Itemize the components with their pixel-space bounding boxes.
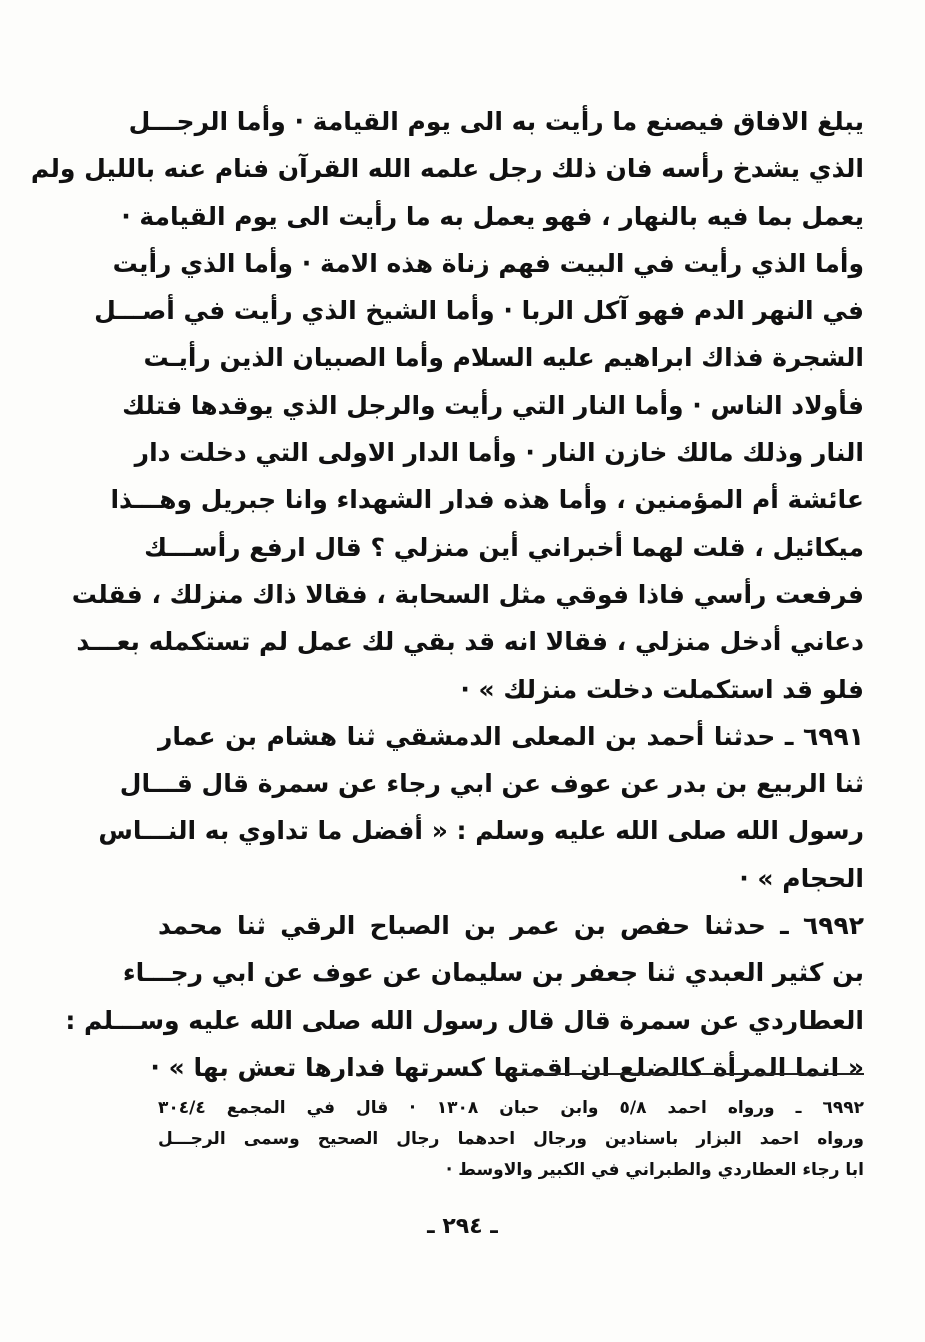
text-line: الحجام » · bbox=[739, 863, 864, 893]
hadith-6992-heading: ٦٩٩٢ ـ حدثنا حفص بن عمر بن الصباح الرقي ثنا محمد bbox=[158, 911, 864, 941]
footnote bbox=[158, 1093, 864, 1186]
footnote-line: ورواه احمد البزار باسنادين ورجال احدهما رجال الصحيح وسمى الرجـــل bbox=[158, 1129, 864, 1149]
text-line: فأولاد الناس · وأما النار التي رأيت والرجل الذي يوقدها فتلك bbox=[122, 390, 864, 420]
text-line: في النهر الدم فهو آكل الربا · وأما الشيخ الذي رأيت في أصـــل bbox=[94, 296, 864, 326]
text-line: « انما المرأة كالضلع ان اقمتها كسرتها فدارها تعش بها » · bbox=[150, 1052, 864, 1082]
footnote-line: ابا رجاء العطاردي والطبراني في الكبير والاوسط · bbox=[445, 1160, 864, 1180]
text-line: ثنا الربيع بن بدر عن عوف عن ابي رجاء عن سمرة قال قـــال bbox=[119, 769, 864, 799]
text-line: ميكائيل ، قلت لهما أخبراني أين منزلي ؟ قال ارفع رأســـك bbox=[144, 532, 864, 562]
footnote-line: ٦٩٩٢ ـ ورواه احمد ٥/٨ وابن حبان ١٣٠٨ · قال في المجمع ٣٠٤/٤ bbox=[158, 1098, 864, 1118]
text-line: بن كثير العبدي ثنا جعفر بن سليمان عن عوف عن ابي رجـــاء bbox=[122, 958, 864, 988]
page-number: ـ ٢٩٤ ـ bbox=[427, 1214, 498, 1239]
text-line: الشجرة فذاك ابراهيم عليه السلام وأما الصبيان الذين رأيـت bbox=[143, 343, 864, 373]
footnote-divider bbox=[512, 1073, 864, 1075]
text-line: عائشة أم المؤمنين ، وأما هذه فدار الشهداء وانا جبريل وهـــذا bbox=[110, 485, 864, 515]
text-line: رسول الله صلى الله عليه وسلم : « أفضل ما تداوي به النـــاس bbox=[98, 816, 864, 846]
hadith-6991-heading: ٦٩٩١ ـ حدثنا أحمد بن المعلى الدمشقي ثنا هشام بن عمار bbox=[158, 721, 864, 751]
text-line: فلو قد استكملت دخلت منزلك » · bbox=[460, 674, 864, 704]
text-line: الذي يشدخ رأسه فان ذلك رجل علمه الله القرآن فنام عنه بالليل ولم bbox=[30, 154, 864, 184]
text-line: يبلغ الافاق فيصنع ما رأيت به الى يوم القيامة · وأما الرجـــل bbox=[128, 107, 864, 136]
main-text bbox=[30, 98, 864, 1091]
text-line: دعاني أدخل منزلي ، فقالا انه قد بقي لك عمل لم تستكمله بعـــد bbox=[76, 627, 864, 657]
text-line: العطاردي عن سمرة قال قال رسول الله صلى الله عليه وســـلم : bbox=[65, 1005, 864, 1035]
text-line: وأما الذي رأيت في البيت فهم زناة هذه الامة · وأما الذي رأيت bbox=[112, 248, 864, 278]
text-line: يعمل بما فيه بالنهار ، فهو يعمل به ما رأيت الى يوم القيامة · bbox=[121, 201, 864, 231]
text-line: فرفعت رأسي فاذا فوقي مثل السحابة ، فقالا ذاك منزلك ، فقلت bbox=[71, 579, 864, 609]
text-line: النار وذلك مالك خازن النار · وأما الدار الاولى التي دخلت دار bbox=[134, 438, 864, 468]
